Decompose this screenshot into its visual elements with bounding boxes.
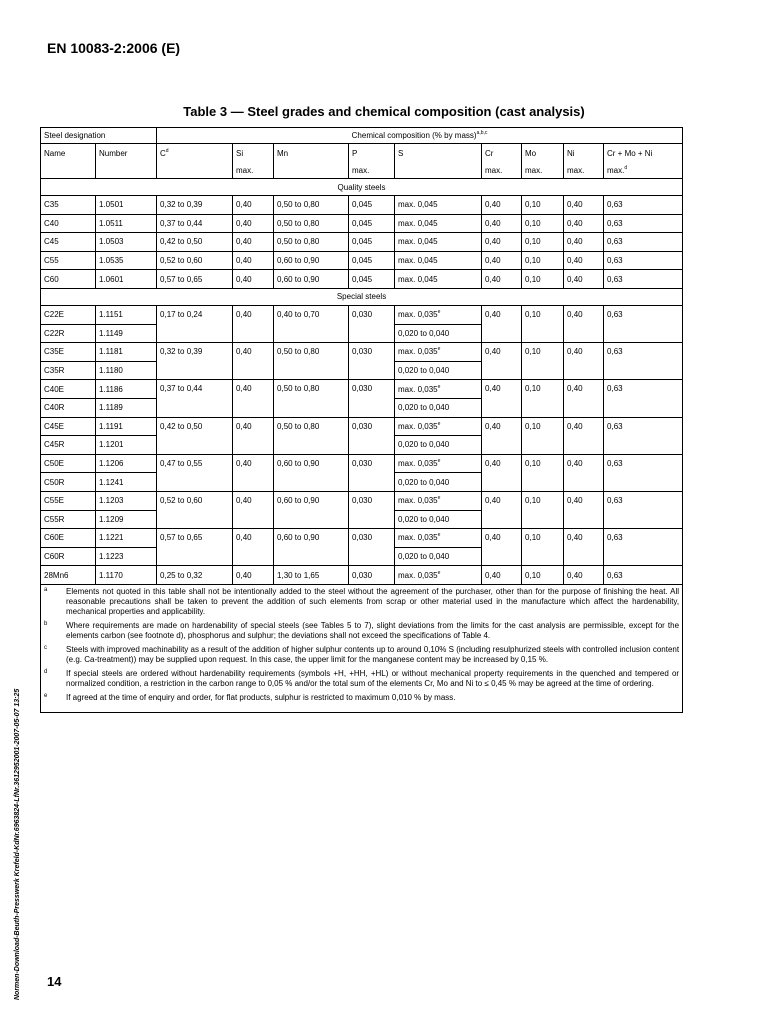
steel-number: 1.1201: [96, 436, 157, 455]
quality-row-col-2: 0,52 to 0,60: [157, 251, 233, 270]
last-row-col-0: 28Mn6: [41, 566, 96, 585]
si-max-label: max.: [233, 162, 274, 179]
quality-row-col-2: 0,42 to 0,50: [157, 233, 233, 252]
quality-row-col-9: 0,40: [564, 251, 604, 270]
number-header: Number: [96, 144, 157, 163]
quality-row-col-6: max. 0,045: [395, 214, 482, 233]
mo-value: 0,10: [522, 491, 564, 528]
steel-name: C55R: [41, 510, 96, 529]
mo-value: 0,10: [522, 305, 564, 342]
chem-comp-header: Chemical composition (% by mass)$^{a,b,c}$: [157, 128, 683, 144]
quality-row-col-6: max. 0,045: [395, 251, 482, 270]
quality-steels-section: [41, 179, 683, 196]
table-row: [41, 529, 683, 548]
steel-number: 1.1221: [96, 529, 157, 548]
steel-name: C22R: [41, 324, 96, 343]
quality-row-col-0: C60: [41, 270, 96, 289]
quality-row-col-6: max. 0,045: [395, 270, 482, 289]
quality-row-col-7: 0,40: [482, 251, 522, 270]
steel-number: 1.1241: [96, 473, 157, 492]
s-value-r: 0,020 to 0,040: [395, 361, 482, 380]
ni-max-label: max.: [564, 162, 604, 179]
s-value-r: 0,020 to 0,040: [395, 510, 482, 529]
footnote-b: [41, 619, 683, 643]
footnote-text: Steels with improved machinability as a result of the addition of higher sulphur contents up to around 0,10% S (including resulphurized steels with controlled inclusion content (e.g. Ca-treatment)) may be supplied upon request. In this case, the upper limit for the manganese content may be increased by 0,15 %.: [66, 644, 680, 664]
si-value: 0,40: [233, 417, 274, 454]
cr-header: Cr: [482, 144, 522, 163]
mn-value: 0,50 to 0,80: [274, 343, 349, 380]
ni-value: 0,40: [564, 491, 604, 528]
quality-steels-section-label: Quality steels: [41, 179, 683, 196]
quality-row-col-1: 1.0601: [96, 270, 157, 289]
last-row-col-6: max. 0,035e: [395, 566, 482, 585]
quality-row-col-10: 0,63: [604, 233, 683, 252]
quality-row-col-4: 0,60 to 0,90: [274, 251, 349, 270]
quality-row-col-5: 0,045: [349, 214, 395, 233]
quality-row-col-7: 0,40: [482, 233, 522, 252]
si-value: 0,40: [233, 454, 274, 491]
cr-value: 0,40: [482, 417, 522, 454]
steel-number: 1.1191: [96, 417, 157, 436]
mn-value: 0,40 to 0,70: [274, 305, 349, 342]
quality-row-col-3: 0,40: [233, 251, 274, 270]
footnote-e: [41, 691, 683, 713]
quality-row-col-9: 0,40: [564, 214, 604, 233]
quality-row-col-6: max. 0,045: [395, 196, 482, 215]
last-row-col-1: 1.1170: [96, 566, 157, 585]
quality-row-col-2: 0,57 to 0,65: [157, 270, 233, 289]
si-value: 0,40: [233, 343, 274, 380]
steel-composition-table: [40, 127, 683, 713]
sum-value: 0,63: [604, 343, 683, 380]
footnote-row: [41, 691, 683, 713]
steel-number: 1.1223: [96, 547, 157, 566]
steel-name: C45R: [41, 436, 96, 455]
table-row: [41, 251, 683, 270]
s-value-r: 0,020 to 0,040: [395, 324, 482, 343]
quality-row-col-10: 0,63: [604, 251, 683, 270]
mn-header: Mn: [274, 144, 349, 163]
steel-number: 1.1206: [96, 454, 157, 473]
s-value-r: 0,020 to 0,040: [395, 398, 482, 417]
footnote-row: [41, 643, 683, 667]
quality-row-col-4: 0,50 to 0,80: [274, 196, 349, 215]
steel-number: 1.1151: [96, 305, 157, 324]
last-row-col-10: 0,63: [604, 566, 683, 585]
quality-row-col-1: 1.0503: [96, 233, 157, 252]
sum-value: 0,63: [604, 454, 683, 491]
quality-row-col-2: 0,32 to 0,39: [157, 196, 233, 215]
p-value: 0,030: [349, 343, 395, 380]
mn-value: 0,60 to 0,90: [274, 454, 349, 491]
si-value: 0,40: [233, 491, 274, 528]
ni-value: 0,40: [564, 417, 604, 454]
p-max-label: max.: [349, 162, 395, 179]
s-value-e: max. 0,035e: [395, 380, 482, 399]
cr-value: 0,40: [482, 529, 522, 566]
quality-row-col-3: 0,40: [233, 214, 274, 233]
quality-row-col-8: 0,10: [522, 270, 564, 289]
quality-row-col-8: 0,10: [522, 233, 564, 252]
si-value: 0,40: [233, 305, 274, 342]
mn-value: 0,50 to 0,80: [274, 380, 349, 417]
steel-name: C35E: [41, 343, 96, 362]
quality-row-col-6: max. 0,045: [395, 233, 482, 252]
quality-row-col-7: 0,40: [482, 196, 522, 215]
sum-value: 0,63: [604, 491, 683, 528]
quality-row-col-7: 0,40: [482, 270, 522, 289]
document-header: EN 10083-2:2006 (E): [47, 40, 181, 56]
table-row: [41, 196, 683, 215]
quality-row-col-10: 0,63: [604, 214, 683, 233]
mn-value: 0,50 to 0,80: [274, 417, 349, 454]
table-row: [41, 417, 683, 436]
quality-row-col-0: C45: [41, 233, 96, 252]
page-number: 14: [47, 974, 62, 989]
steel-name: C40R: [41, 398, 96, 417]
quality-row-col-10: 0,63: [604, 196, 683, 215]
side-watermark-text: Normen-Download-Beuth-Presswerk Krefeld-KdNr.6963824-LfNr.3612952001-2007-05-07 13:25: [14, 688, 21, 1000]
carbon-range: 0,52 to 0,60: [157, 491, 233, 528]
steel-name: C60E: [41, 529, 96, 548]
last-row-col-8: 0,10: [522, 566, 564, 585]
table-row: [41, 214, 683, 233]
s-value-e: max. 0,035e: [395, 343, 482, 362]
steel-name: C40E: [41, 380, 96, 399]
mo-max-label: max.: [522, 162, 564, 179]
steel-name: C50E: [41, 454, 96, 473]
footnote-text: Elements not quoted in this table shall not be intentionally added to the steel without the agreement of the purchaser, other than for the purpose of finishing the heat. All reasonable precautions shall be taken to prevent the addition of such elements from scrap or other material used in the manufacture which affect the hardenability, mechanical properties and applicability.: [66, 586, 680, 616]
carbon-range: 0,42 to 0,50: [157, 417, 233, 454]
quality-row-col-8: 0,10: [522, 251, 564, 270]
p-value: 0,030: [349, 491, 395, 528]
sum-value: 0,63: [604, 417, 683, 454]
steel-number: 1.1149: [96, 324, 157, 343]
p-value: 0,030: [349, 417, 395, 454]
quality-row-col-9: 0,40: [564, 196, 604, 215]
steel-number: 1.1209: [96, 510, 157, 529]
footnote-mark: e: [44, 692, 48, 699]
last-row-col-2: 0,25 to 0,32: [157, 566, 233, 585]
footnote-a: [41, 584, 683, 619]
header-row-3: [41, 162, 683, 179]
quality-row-col-5: 0,045: [349, 233, 395, 252]
quality-row-col-5: 0,045: [349, 196, 395, 215]
sum-max-label: max.$^d$: [604, 162, 683, 179]
si-value: 0,40: [233, 380, 274, 417]
mo-value: 0,10: [522, 380, 564, 417]
footnote-mark: a: [44, 586, 48, 593]
s-value-r: 0,020 to 0,040: [395, 547, 482, 566]
table-row: [41, 343, 683, 362]
quality-row-col-4: 0,50 to 0,80: [274, 214, 349, 233]
steel-number: 1.1186: [96, 380, 157, 399]
p-header: P: [349, 144, 395, 163]
header-row-2: [41, 144, 683, 163]
quality-row-col-1: 1.0511: [96, 214, 157, 233]
carbon-range: 0,17 to 0,24: [157, 305, 233, 342]
footnote-mark: c: [44, 644, 47, 651]
cr-value: 0,40: [482, 343, 522, 380]
mo-value: 0,10: [522, 417, 564, 454]
footnote-mark: b: [44, 620, 48, 627]
sum-value: 0,63: [604, 529, 683, 566]
quality-row-col-5: 0,045: [349, 270, 395, 289]
quality-row-col-5: 0,045: [349, 251, 395, 270]
s-value-e: max. 0,035e: [395, 529, 482, 548]
last-row-col-4: 1,30 to 1,65: [274, 566, 349, 585]
c-header: $C^d$: [157, 144, 233, 163]
quality-row-col-1: 1.0501: [96, 196, 157, 215]
footnote-row: [41, 667, 683, 691]
s-value-r: 0,020 to 0,040: [395, 473, 482, 492]
header-row-1: [41, 128, 683, 144]
footnote-text: Where requirements are made on hardenability of special steels (see Tables 5 to 7), slight deviations from the limits for the cast analysis are permissible, except for the elements carbon (see footnote d), phosphorus and sulphur; the deviations shall not exceed the specifications of Table 4.: [66, 620, 680, 640]
steel-name: C45E: [41, 417, 96, 436]
steel-name: C55E: [41, 491, 96, 510]
quality-row-col-9: 0,40: [564, 270, 604, 289]
cr-value: 0,40: [482, 305, 522, 342]
quality-row-col-8: 0,10: [522, 196, 564, 215]
footnote-row: [41, 584, 683, 619]
name-header: Name: [41, 144, 96, 163]
ni-value: 0,40: [564, 454, 604, 491]
table-row: [41, 491, 683, 510]
special-steels-section-label: Special steels: [41, 288, 683, 305]
footnote-row: [41, 619, 683, 643]
table-row: [41, 270, 683, 289]
footnote-text: If special steels are ordered without hardenability requirements (symbols +H, +HH, +HL) or without mechanical property requirements in the quenched and tempered or normalized condition, a restriction in the carbon range to 0,05 % and/or the total sum of the elements Cr, Mo and Ni to ≤ 0,45 % may be agreed at the time of ordering.: [66, 668, 680, 688]
table-row: [41, 233, 683, 252]
quality-row-col-2: 0,37 to 0,44: [157, 214, 233, 233]
steel-number: 1.1180: [96, 361, 157, 380]
quality-row-col-0: C55: [41, 251, 96, 270]
mo-value: 0,10: [522, 529, 564, 566]
ni-value: 0,40: [564, 380, 604, 417]
p-value: 0,030: [349, 529, 395, 566]
quality-row-col-8: 0,10: [522, 214, 564, 233]
table-row: [41, 305, 683, 324]
steel-number: 1.1181: [96, 343, 157, 362]
quality-row-col-3: 0,40: [233, 270, 274, 289]
cr-max-label: max.: [482, 162, 522, 179]
cr-value: 0,40: [482, 454, 522, 491]
steel-name: C35R: [41, 361, 96, 380]
quality-row-col-9: 0,40: [564, 233, 604, 252]
sum-value: 0,63: [604, 380, 683, 417]
carbon-range: 0,32 to 0,39: [157, 343, 233, 380]
cr-value: 0,40: [482, 380, 522, 417]
s-value-e: max. 0,035e: [395, 417, 482, 436]
s-value-e: max. 0,035e: [395, 305, 482, 324]
last-row-col-7: 0,40: [482, 566, 522, 585]
mo-value: 0,10: [522, 343, 564, 380]
steel-name: C50R: [41, 473, 96, 492]
mo-value: 0,10: [522, 454, 564, 491]
quality-row-col-0: C40: [41, 214, 96, 233]
cr-value: 0,40: [482, 491, 522, 528]
s-value-e: max. 0,035e: [395, 491, 482, 510]
quality-row-col-4: 0,60 to 0,90: [274, 270, 349, 289]
s-value-e: max. 0,035e: [395, 454, 482, 473]
quality-row-col-3: 0,40: [233, 233, 274, 252]
mn-value: 0,60 to 0,90: [274, 529, 349, 566]
ni-value: 0,40: [564, 529, 604, 566]
crmoni-header: Cr + Mo + Ni: [604, 144, 683, 163]
last-row-col-3: 0,40: [233, 566, 274, 585]
ni-value: 0,40: [564, 343, 604, 380]
si-header: Si: [233, 144, 274, 163]
last-row-col-5: 0,030: [349, 566, 395, 585]
steel-number: 1.1189: [96, 398, 157, 417]
s-value-r: 0,020 to 0,040: [395, 436, 482, 455]
table-row: [41, 380, 683, 399]
footnote-mark: d: [44, 668, 48, 675]
footnote-text: If agreed at the time of enquiry and order, for flat products, sulphur is restricted to maximum 0,010 % by mass.: [66, 692, 456, 702]
mo-header: Mo: [522, 144, 564, 163]
carbon-range: 0,47 to 0,55: [157, 454, 233, 491]
si-value: 0,40: [233, 529, 274, 566]
s-header: S: [395, 144, 482, 163]
footnote-c: [41, 643, 683, 667]
special-steels-section: [41, 288, 683, 305]
quality-row-col-0: C35: [41, 196, 96, 215]
steel-designation-header: Steel designation: [41, 128, 157, 144]
table-row: [41, 454, 683, 473]
last-row-col-9: 0,40: [564, 566, 604, 585]
p-value: 0,030: [349, 305, 395, 342]
quality-row-col-3: 0,40: [233, 196, 274, 215]
footnote-d: [41, 667, 683, 691]
ni-header: Ni: [564, 144, 604, 163]
quality-row-col-7: 0,40: [482, 214, 522, 233]
ni-value: 0,40: [564, 305, 604, 342]
quality-row-col-10: 0,63: [604, 270, 683, 289]
p-value: 0,030: [349, 454, 395, 491]
steel-name: C60R: [41, 547, 96, 566]
mn-value: 0,60 to 0,90: [274, 491, 349, 528]
carbon-range: 0,37 to 0,44: [157, 380, 233, 417]
quality-row-col-4: 0,50 to 0,80: [274, 233, 349, 252]
p-value: 0,030: [349, 380, 395, 417]
quality-row-col-1: 1.0535: [96, 251, 157, 270]
steel-number: 1.1203: [96, 491, 157, 510]
steel-name: C22E: [41, 305, 96, 324]
sum-value: 0,63: [604, 305, 683, 342]
table-row: [41, 566, 683, 585]
table-title: Table 3 — Steel grades and chemical composition (cast analysis): [183, 104, 585, 119]
carbon-range: 0,57 to 0,65: [157, 529, 233, 566]
